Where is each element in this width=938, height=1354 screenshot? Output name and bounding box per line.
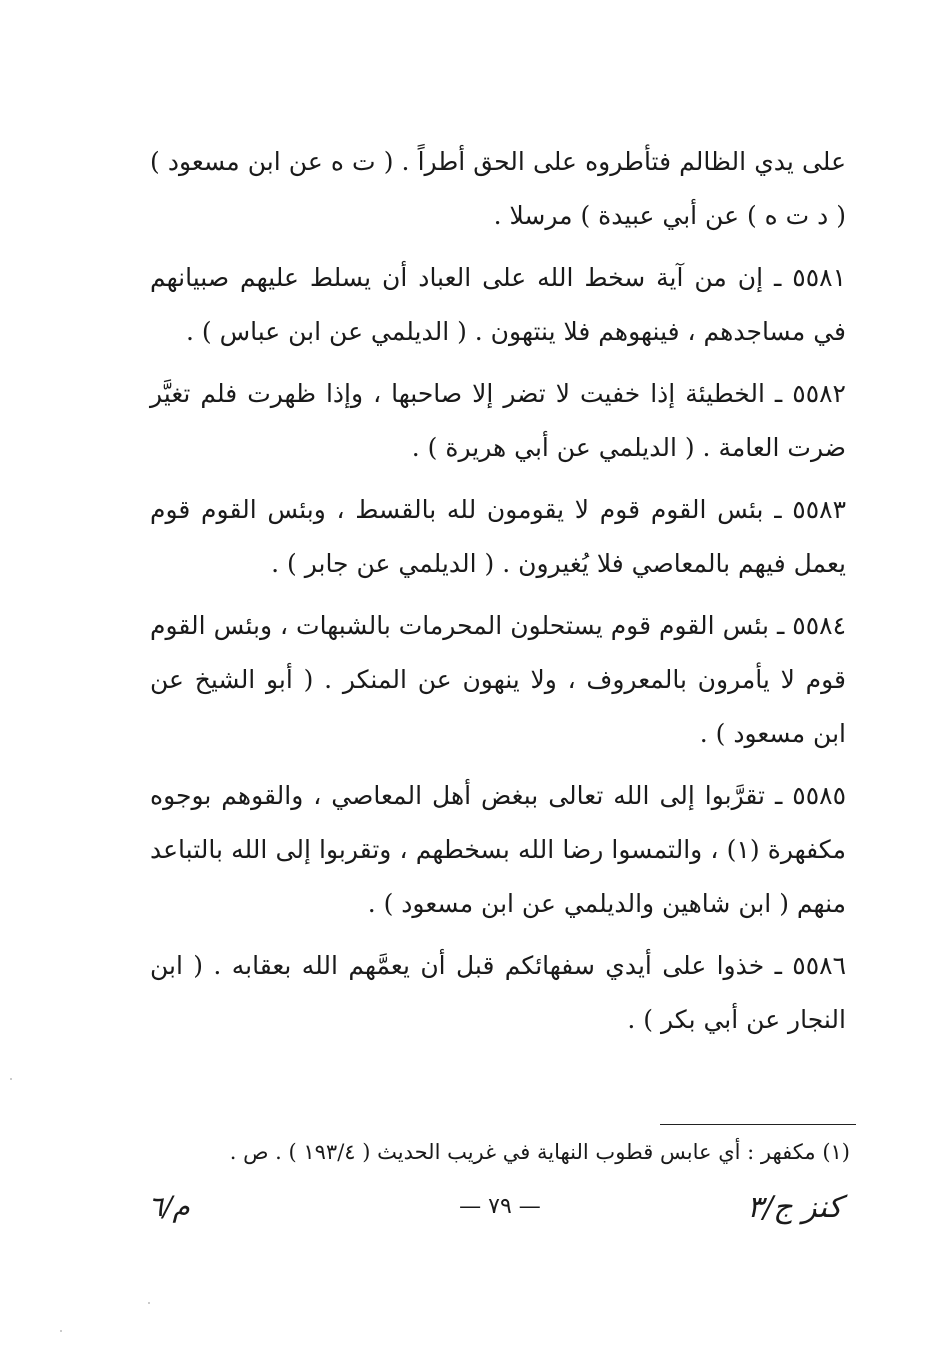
entry-text: إن من آية سخط الله على العباد أن يسلط عليهم صبيانهم في مساجدهم ، فينهوهم فلا ينتهون . ( الديلمي عن ابن عباس ) .: [150, 263, 846, 346]
hadith-entry: [150, 483, 846, 591]
entry-number: ٥٥٨٥: [792, 781, 846, 810]
hadith-entry: [150, 769, 846, 931]
footnote: (١) مكفهر : أي عابس قطوب النهاية في غريب الحديث ( ١٩٣/٤ ) . ص .: [229, 1140, 850, 1164]
page-number: — ٧٩ —: [459, 1194, 541, 1219]
main-text: [150, 135, 846, 1055]
scan-speck: [148, 1302, 150, 1304]
entry-number: ٥٥٨١: [792, 263, 846, 292]
entry-number: ٥٥٨٤: [792, 611, 846, 640]
footnote-divider: [660, 1124, 856, 1125]
page-footer: [140, 1190, 852, 1240]
entry-text: خذوا على أيدي سفهائكم قبل أن يعمَّهم الله بعقابه . ( ابن النجار عن أبي بكر ) .: [150, 951, 846, 1034]
entry-text: بئس القوم قوم يستحلون المحرمات بالشبهات ، وبئس القوم قوم لا يأمرون بالمعروف ، ولا ينهون عن المنكر . ( أبو الشيخ عن ابن مسعود ) .: [150, 611, 846, 748]
hadith-entry: [150, 939, 846, 1047]
entry-number: ٥٥٨٦: [792, 951, 846, 980]
entry-dash: ـ: [764, 379, 783, 408]
continuation-paragraph: على يدي الظالم فتأطروه على الحق أطراً . ( ت ه عن ابن مسعود ) ( د ت ه ) عن أبي عبيدة ) مرسلا .: [150, 147, 846, 230]
entry-dash: ـ: [763, 495, 782, 524]
entry-dash: ـ: [763, 263, 782, 292]
scan-speck: [10, 1078, 12, 1080]
entry-text: تقرَّبوا إلى الله تعالى ببغض أهل المعاصي ، والقوهم بوجوه مكفهرة (١) ، والتمسوا رضا الله بسخطهم ، وتقربوا إلى الله بالتباعد منهم ( ابن شاهين والديلمي عن ابن مسعود ) .: [150, 781, 846, 918]
entry-number: ٥٥٨٣: [792, 495, 846, 524]
entry-dash: ـ: [768, 611, 785, 640]
entry-number: ٥٥٨٢: [792, 379, 846, 408]
hadith-entry: [150, 251, 846, 359]
hadith-entry: [150, 367, 846, 475]
entry-text: الخطيئة إذا خفيت لا تضر إلا صاحبها ، وإذا ظهرت فلم تغيَّر ضرت العامة . ( الديلمي عن أبي هريرة ) .: [150, 379, 846, 462]
footer-volume-mark: كنز ج/٣: [746, 1190, 842, 1225]
entry-dash: ـ: [764, 951, 782, 980]
footer-signature-mark: م/٦: [148, 1190, 190, 1223]
entry-text: بئس القوم قوم لا يقومون لله بالقسط ، وبئس القوم قوم يعمل فيهم بالمعاصي فلا يُغيرون . ( الديلمي عن جابر ) .: [150, 495, 846, 578]
hadith-entry: [150, 599, 846, 761]
scan-speck: [60, 1330, 62, 1332]
entry-dash: ـ: [765, 781, 783, 810]
